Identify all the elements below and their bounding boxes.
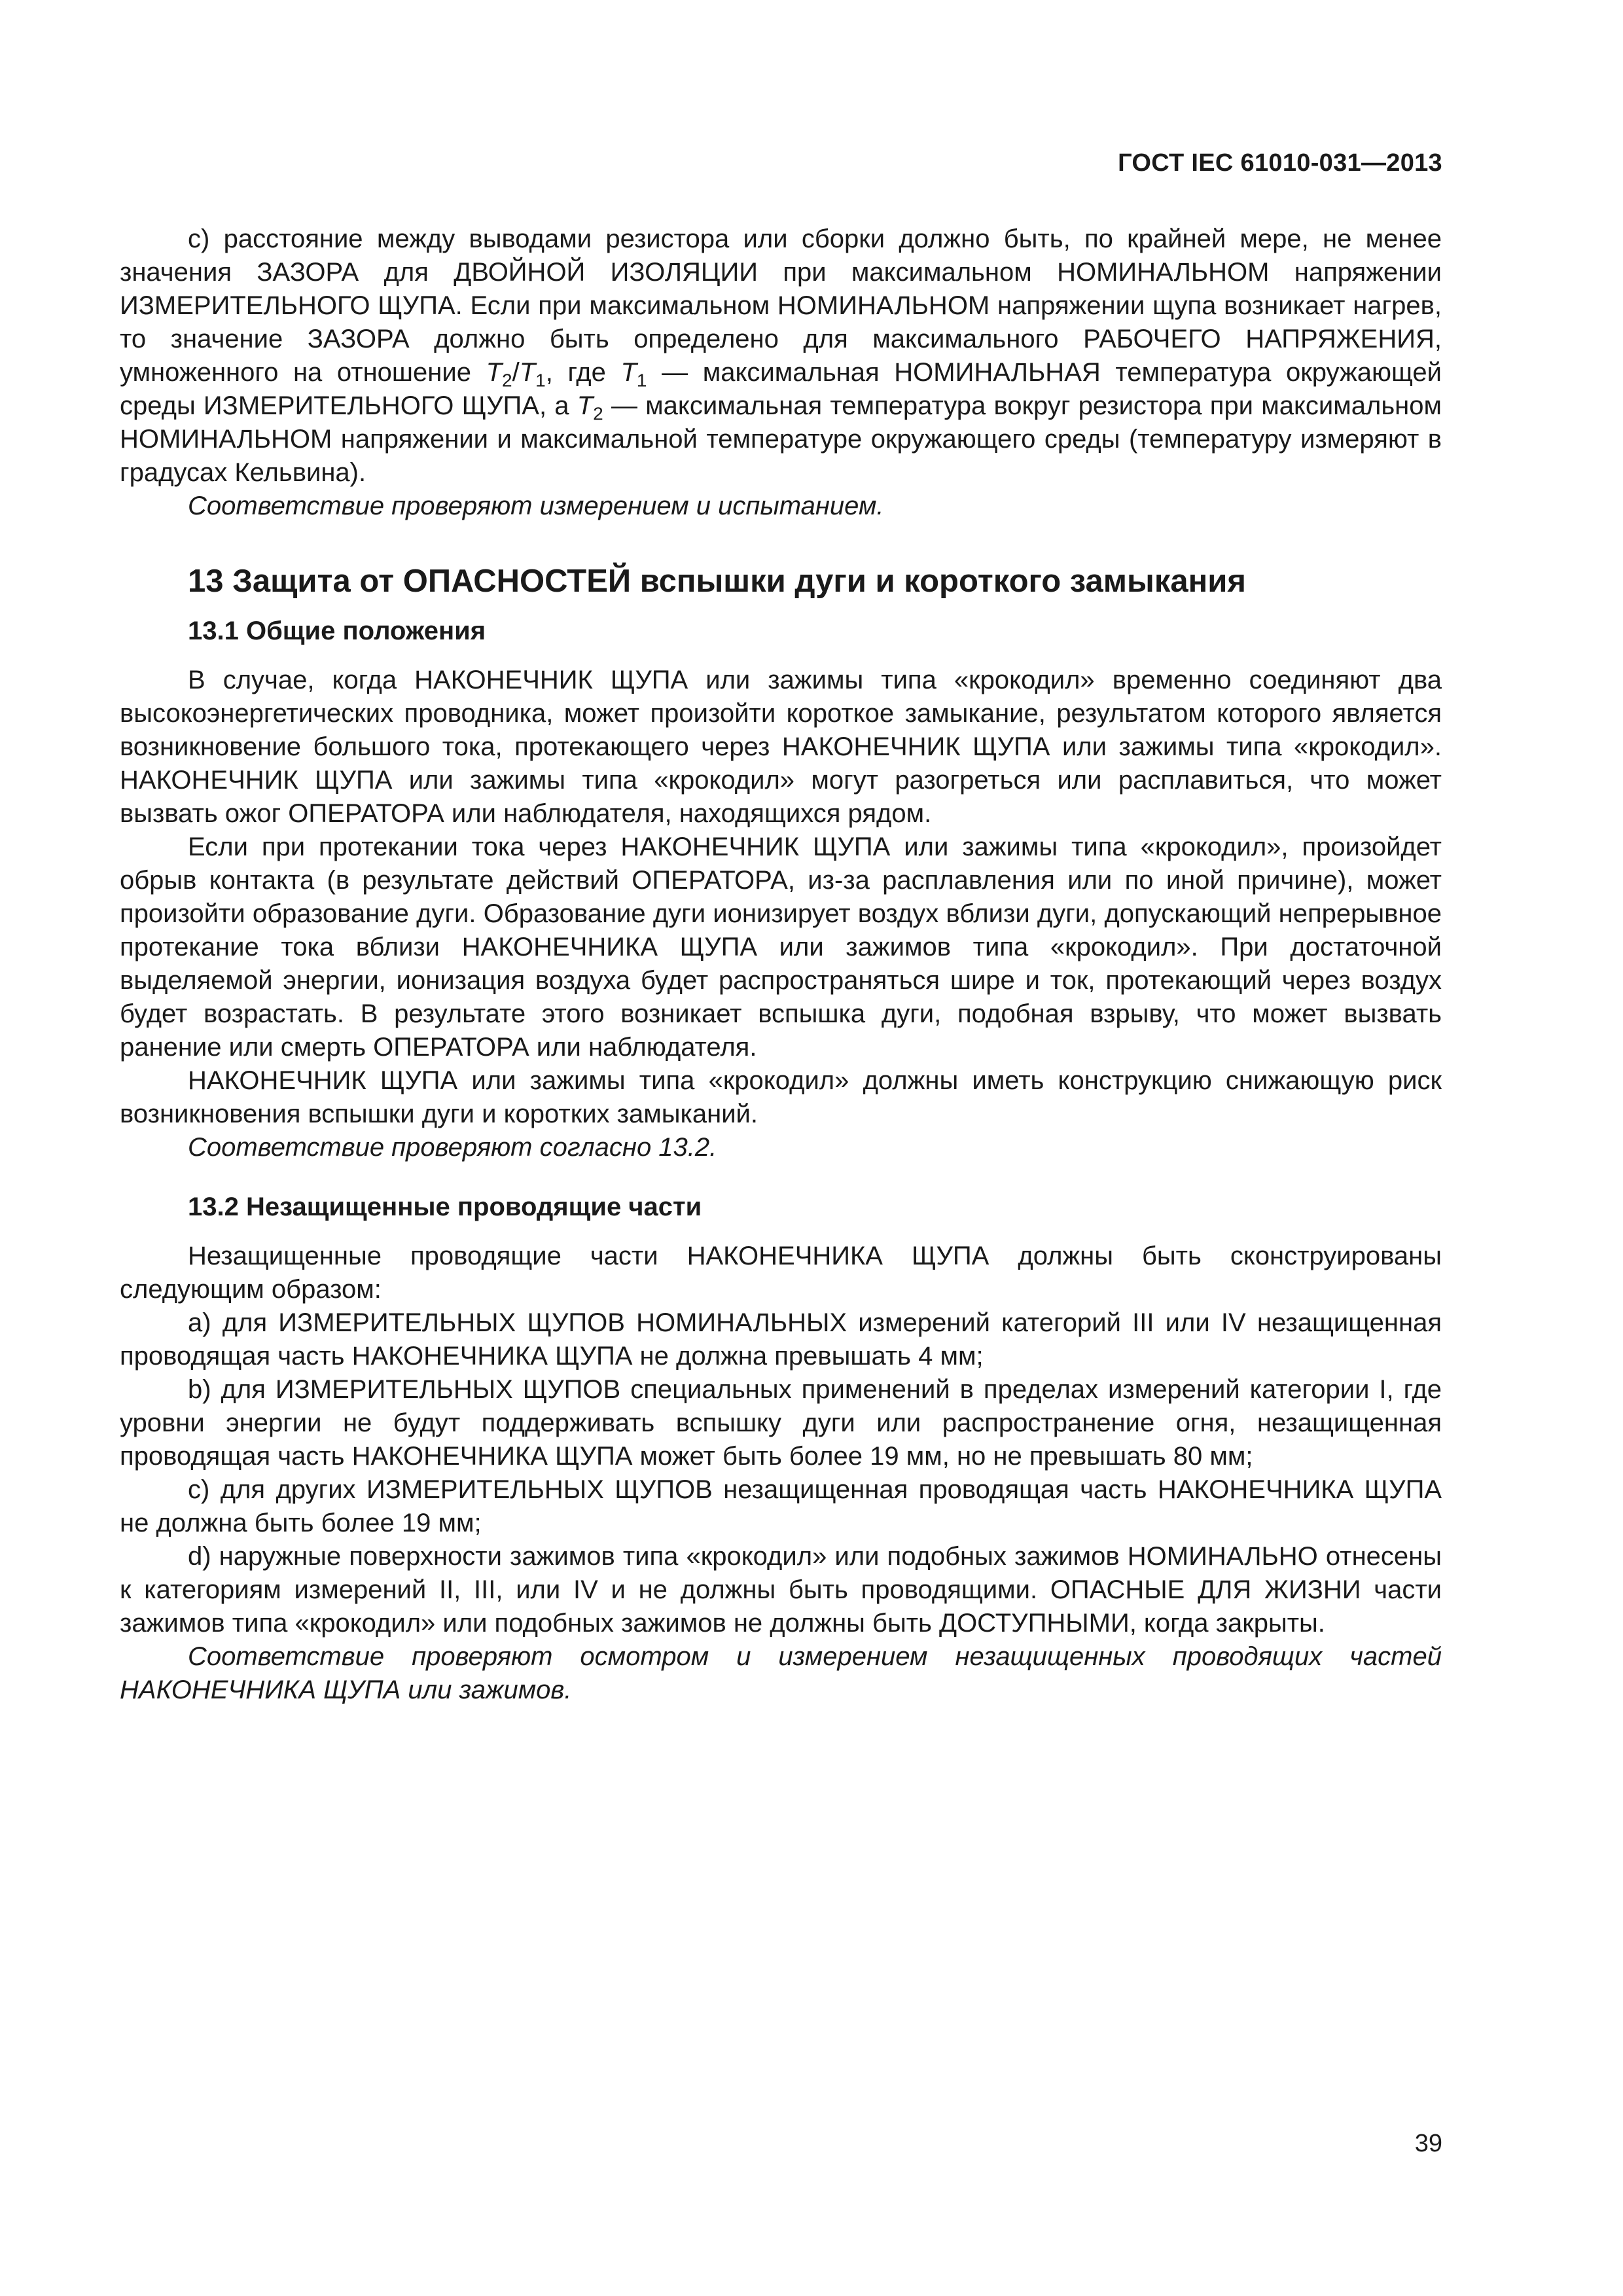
item-c-text-2: — максимальная НОМИНАЛЬНАЯ температура окружающей среды ИЗМЕРИТЕЛЬНОГО ЩУПА, а [120, 358, 1442, 420]
paragraph: Незащищенные проводящие части НАКОНЕЧНИКА ЩУПА должны быть сконструированы следующим образом: [120, 1242, 1442, 1304]
list-item-b: b) для ИЗМЕРИТЕЛЬНЫХ ЩУПОВ специальных применений в пределах измерений категории I, где уровни энергии не будут поддерживать вспышку дуги или распространение огня, незащищенная проводящая часть НАКОНЕЧНИКА ЩУПА может быть более 19 мм, но не превышать 80 мм; [120, 1375, 1442, 1471]
paragraph: В случае, когда НАКОНЕЧНИК ЩУПА или зажимы типа «крокодил» временно соединяют два высокоэнергетических проводника, может произойти короткое замыкание, результатом которого является возникновение большого тока, протекающего через НАКОНЕЧНИК ЩУПА или зажимы типа «крокодил». НАКОНЕЧНИК ЩУПА или зажимы типа «крокодил» могут разогреться или расплавиться, что может вызвать ожог ОПЕРАТОРА или наблюдателя, находящихся рядом. [120, 666, 1442, 828]
list-item-c: c) для других ИЗМЕРИТЕЛЬНЫХ ЩУПОВ незащищенная проводящая часть НАКОНЕЧНИКА ЩУПА не должна быть более 19 мм; [120, 1475, 1442, 1537]
subsection-13-2-compliance: Соответствие проверяют осмотром и измерением незащищенных проводящих частей НАКОНЕЧНИКА ЩУПА или зажимов. [120, 1642, 1442, 1704]
paragraph: Если при протекании тока через НАКОНЕЧНИК ЩУПА или зажимы типа «крокодил», произойдет обрыв контакта (в результате действий ОПЕРАТОРА, из-за расплавления или по иной причине), может произойти образование дуги. Образование дуги ионизирует воздух вблизи дуги, допускающий непрерывное протекание тока вблизи НАКОНЕЧНИКА ЩУПА или зажимов типа «крокодил». При достаточной выделяемой энергии, ионизация воздуха будет распространяться шире и ток, протекающий через воздух будет возрастать. В результате этого возникает вспышка дуги, подобная взрыву, что может вызвать ранение или смерть ОПЕРАТОРА или наблюдателя. [120, 833, 1442, 1062]
intro-compliance: Соответствие проверяют измерением и испытанием. [188, 492, 884, 520]
page-content [120, 223, 1442, 1707]
where-text: , где [545, 358, 621, 387]
var-t1: T [519, 358, 536, 387]
list-item-d: d) наружные поверхности зажимов типа «крокодил» или подобных зажимов НОМИНАЛЬНО отнесены к категориям измерений II, III, или IV и не должны быть проводящими. ОПАСНЫЕ ДЛЯ ЖИЗНИ части зажимов типа «крокодил» или подобных зажимов не должны быть ДОСТУПНЫМИ, когда закрыты. [120, 1542, 1442, 1638]
page-number: 39 [1414, 2130, 1442, 2157]
item-c-paragraph [120, 223, 1442, 490]
var-t1-subscript: 1 [535, 370, 546, 391]
var-t1-def: T [620, 358, 637, 387]
slash: / [512, 358, 520, 387]
subsection-13-1-compliance: Соответствие проверяют согласно 13.2. [188, 1133, 717, 1162]
paragraph: НАКОНЕЧНИК ЩУПА или зажимы типа «крокодил» должны иметь конструкцию снижающую риск возникновения вспышки дуги и коротких замыканий. [120, 1066, 1442, 1128]
item-c-text-1: c) расстояние между выводами резистора или сборки должно быть, по крайней мере, не менее значения ЗАЗОРА для ДВОЙНОЙ ИЗОЛЯЦИИ при максимальном НОМИНАЛЬНОМ напряжении ИЗМЕРИТЕЛЬНОГО ЩУПА. Если при максимальном НОМИНАЛЬНОМ напряжении щупа возникает нагрев, то значение ЗАЗОРА должно быть определено для максимального РАБОЧЕГО НАПРЯЖЕНИЯ, умноженного на отношение [120, 224, 1442, 387]
subsection-13-1-title: 13.1 Общие положения [188, 617, 486, 645]
var-t1-def-subscript: 1 [636, 370, 647, 391]
item-c-text-3: — максимальная температура вокруг резистора при максимальном НОМИНАЛЬНОМ напряжении и максимальной температуре окружающего среды (температуру измеряют в градусах Кельвина). [120, 391, 1442, 487]
document-code-header: ГОСТ IEC 61010-031—2013 [1118, 149, 1442, 177]
section-13-title: 13 Защита от ОПАСНОСТЕЙ вспышки дуги и короткого замыкания [188, 564, 1246, 599]
var-t2-subscript: 2 [502, 370, 512, 391]
var-t2: T [486, 358, 502, 387]
var-t2-def-subscript: 2 [593, 403, 603, 424]
list-item-a: a) для ИЗМЕРИТЕЛЬНЫХ ЩУПОВ НОМИНАЛЬНЫХ измерений категорий III или IV незащищенная проводящая часть НАКОНЕЧНИКА ЩУПА не должна превышать 4 мм; [120, 1308, 1442, 1371]
subsection-13-2-title: 13.2 Незащищенные проводящие части [188, 1193, 702, 1221]
var-t2-def: T [577, 391, 594, 420]
